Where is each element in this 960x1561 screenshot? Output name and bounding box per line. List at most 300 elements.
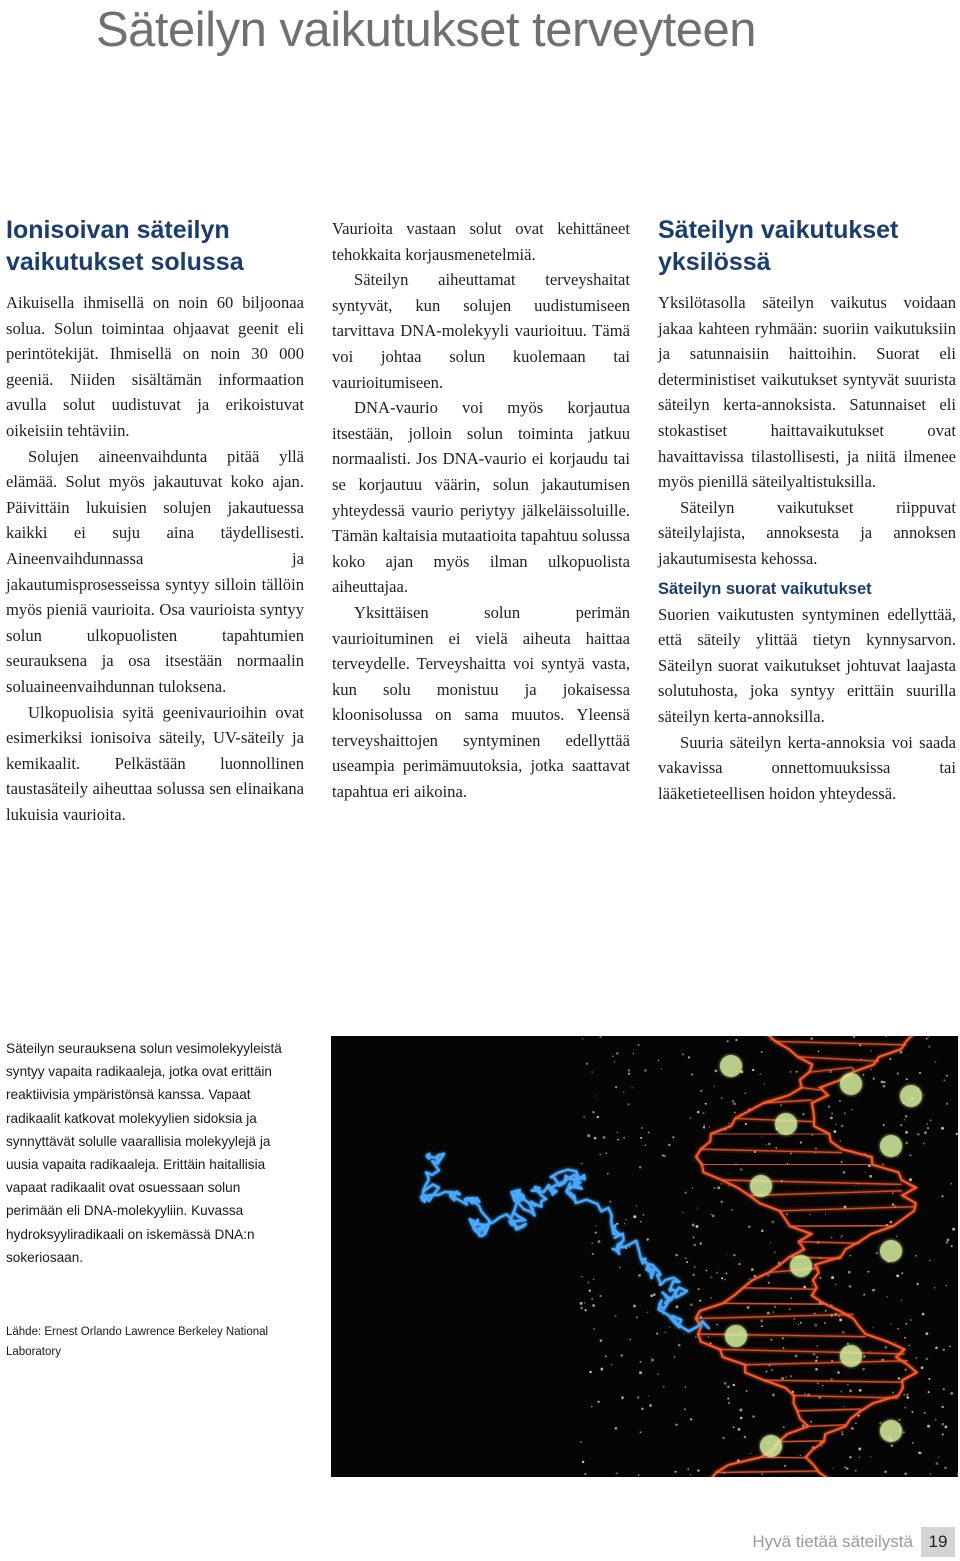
water-dot xyxy=(644,1069,646,1071)
water-dot xyxy=(661,1068,662,1069)
water-dot xyxy=(764,1083,765,1084)
paragraph: Suuria säteilyn kerta-annoksia voi saada vakavissa onnettomuuksissa tai lääketieteellisen hoidon yhteydessä. xyxy=(658,732,956,803)
water-dot xyxy=(628,1073,630,1075)
water-dot xyxy=(748,1226,750,1228)
water-dot xyxy=(917,1283,919,1285)
water-dot xyxy=(803,1286,806,1289)
water-dot xyxy=(901,1272,903,1274)
water-dot xyxy=(859,1456,861,1458)
water-dot xyxy=(727,1386,729,1388)
water-dot xyxy=(767,1274,770,1277)
water-dot xyxy=(944,1467,946,1469)
dna-rung xyxy=(780,1207,915,1211)
water-dot xyxy=(783,1347,785,1349)
water-dot xyxy=(944,1425,947,1428)
dna-rung xyxy=(779,1441,824,1442)
water-dot xyxy=(785,1376,787,1378)
water-dot xyxy=(828,1105,831,1108)
sugar-node xyxy=(760,1435,782,1457)
water-dot xyxy=(605,1355,607,1357)
water-dot xyxy=(705,1103,707,1105)
water-dot xyxy=(941,1195,943,1197)
water-dot xyxy=(865,1172,866,1173)
page-title: Säteilyn vaikutukset terveyteen xyxy=(96,3,756,57)
water-dot xyxy=(928,1391,930,1393)
water-dot xyxy=(915,1357,917,1359)
water-dot xyxy=(620,1354,622,1356)
water-dot xyxy=(869,1175,872,1178)
water-dot xyxy=(749,1279,750,1280)
water-dot xyxy=(633,1215,636,1218)
water-dot xyxy=(678,1344,681,1347)
water-dot xyxy=(732,1100,734,1102)
water-dot xyxy=(720,1183,722,1185)
water-dot xyxy=(691,1073,693,1075)
water-dot xyxy=(692,1224,695,1227)
water-dot xyxy=(616,1472,618,1474)
water-dot xyxy=(800,1455,801,1456)
water-dot xyxy=(935,1419,937,1421)
water-dot xyxy=(906,1394,908,1396)
water-dot xyxy=(614,1315,616,1317)
water-dot xyxy=(639,1361,641,1363)
page-number: 19 xyxy=(921,1527,955,1557)
water-dot xyxy=(943,1079,945,1081)
water-dot xyxy=(780,1104,782,1106)
water-dot xyxy=(922,1313,924,1315)
water-dot xyxy=(883,1085,886,1088)
water-dot xyxy=(946,1241,949,1244)
water-dot xyxy=(839,1318,842,1321)
water-dot xyxy=(771,1220,774,1223)
water-dot xyxy=(784,1465,786,1467)
water-dot xyxy=(692,1274,695,1277)
subheading: Säteilyn suorat vaikutukset xyxy=(658,579,872,598)
water-dot xyxy=(595,1231,597,1233)
dna-rung xyxy=(764,1380,902,1382)
water-dot xyxy=(838,1316,840,1318)
water-dot xyxy=(815,1368,818,1371)
dna-rung xyxy=(723,1303,824,1304)
water-dot xyxy=(770,1242,771,1243)
water-dot xyxy=(697,1111,699,1113)
water-dot xyxy=(597,1401,599,1403)
water-dot xyxy=(793,1318,794,1319)
water-dot xyxy=(873,1078,875,1080)
water-dot xyxy=(935,1061,937,1063)
water-dot xyxy=(717,1186,720,1189)
section-heading: Säteilyn vaikutukset yksilössä xyxy=(658,216,899,276)
water-dot xyxy=(774,1306,776,1308)
water-dot xyxy=(759,1073,761,1075)
water-dot xyxy=(907,1396,910,1399)
water-dot xyxy=(750,1453,751,1454)
water-dot xyxy=(752,1069,754,1071)
water-dot xyxy=(896,1274,899,1277)
water-dot xyxy=(903,1431,905,1433)
water-dot xyxy=(925,1332,928,1335)
water-dot xyxy=(917,1133,920,1136)
sugar-node xyxy=(880,1240,902,1262)
dna-rung xyxy=(794,1396,899,1398)
water-dot xyxy=(696,1225,699,1228)
water-dot xyxy=(713,1187,715,1189)
water-dot xyxy=(790,1152,792,1154)
dna-rung xyxy=(745,1361,908,1365)
water-dot xyxy=(778,1263,779,1264)
water-dot xyxy=(938,1456,939,1457)
water-dot xyxy=(651,1359,654,1362)
water-dot xyxy=(885,1346,887,1348)
water-dot xyxy=(641,1127,643,1129)
water-dot xyxy=(726,1253,727,1254)
water-dot xyxy=(761,1473,763,1475)
water-dot xyxy=(631,1087,632,1088)
dna-rung xyxy=(790,1226,893,1227)
water-dot xyxy=(811,1284,812,1285)
water-dot xyxy=(592,1253,594,1255)
water-dot xyxy=(924,1412,926,1414)
water-dot xyxy=(876,1252,878,1254)
dna-rung xyxy=(761,1457,806,1458)
water-dot xyxy=(802,1113,805,1116)
water-dot xyxy=(648,1132,650,1134)
water-dot xyxy=(920,1452,922,1454)
water-dot xyxy=(744,1436,747,1439)
dna-rung xyxy=(720,1349,905,1354)
water-dot xyxy=(761,1325,763,1327)
water-dot xyxy=(585,1309,587,1311)
water-dot xyxy=(942,1433,944,1435)
water-dot xyxy=(684,1408,686,1410)
water-dot xyxy=(672,1136,674,1138)
water-dot xyxy=(839,1140,841,1142)
water-dot xyxy=(840,1237,841,1238)
water-dot xyxy=(581,1163,582,1164)
water-dot xyxy=(662,1154,664,1156)
water-dot xyxy=(909,1178,912,1181)
water-dot xyxy=(929,1119,931,1121)
water-dot xyxy=(884,1471,886,1473)
water-dot xyxy=(688,1056,690,1058)
water-dot xyxy=(945,1284,947,1286)
water-dot xyxy=(786,1213,788,1215)
water-dot xyxy=(698,1288,700,1290)
water-dot xyxy=(957,1473,958,1475)
dna-rung xyxy=(696,1314,854,1318)
water-dot xyxy=(735,1039,737,1041)
water-dot xyxy=(619,1267,620,1268)
water-dot xyxy=(925,1357,928,1360)
water-dot xyxy=(947,1239,950,1242)
water-dot xyxy=(905,1323,907,1325)
water-dot xyxy=(815,1148,817,1150)
water-dot xyxy=(674,1471,676,1473)
sugar-node xyxy=(880,1420,902,1442)
water-dot xyxy=(682,1212,683,1213)
water-dot xyxy=(703,1126,705,1128)
water-dot xyxy=(640,1431,642,1433)
water-dot xyxy=(598,1240,601,1243)
paragraph: Suorien vaikutusten syntyminen edellyttää, että säteily ylittää tietyn kynnysarvon. Säteilyn suorat vaikutukset johtuvat laajasta solutuhosta, joka syntyy erittäin suurilla säteilyn kerta-annoksilla. xyxy=(658,604,956,726)
water-dot xyxy=(841,1161,843,1163)
water-dot xyxy=(774,1252,775,1253)
water-dot xyxy=(820,1277,822,1279)
water-dot xyxy=(734,1112,736,1114)
water-dot xyxy=(872,1327,873,1328)
water-dot xyxy=(584,1473,586,1475)
water-dot xyxy=(751,1268,754,1271)
water-dot xyxy=(883,1124,885,1126)
water-dot xyxy=(728,1185,730,1187)
water-dot xyxy=(814,1324,817,1327)
water-dot xyxy=(728,1402,730,1404)
water-dot xyxy=(770,1339,772,1341)
water-dot xyxy=(851,1427,853,1429)
water-dot xyxy=(844,1112,846,1114)
water-dot xyxy=(615,1086,617,1088)
water-dot xyxy=(657,1373,658,1374)
water-dot xyxy=(863,1355,865,1357)
water-dot xyxy=(594,1137,597,1140)
water-dot xyxy=(905,1142,908,1145)
dna-rung xyxy=(802,1088,820,1090)
water-dot xyxy=(675,1254,678,1257)
water-dot xyxy=(814,1313,816,1315)
water-dot xyxy=(580,1307,583,1310)
water-dot xyxy=(591,1406,593,1408)
water-dot xyxy=(685,1192,687,1194)
water-dot xyxy=(580,1441,582,1443)
water-dot xyxy=(594,1095,595,1096)
water-dot xyxy=(583,1116,585,1118)
water-dot xyxy=(862,1368,865,1371)
water-dot xyxy=(697,1469,699,1471)
water-dot xyxy=(956,1133,958,1135)
water-dot xyxy=(796,1071,798,1073)
water-dot xyxy=(816,1356,818,1358)
water-dot xyxy=(690,1474,691,1475)
water-dot xyxy=(934,1287,936,1289)
water-dot xyxy=(752,1415,754,1417)
water-dot xyxy=(669,1326,670,1327)
water-dot xyxy=(638,1474,640,1476)
water-dot xyxy=(870,1456,872,1458)
dna-radical-illustration xyxy=(331,1036,958,1477)
water-dot xyxy=(710,1214,712,1216)
water-dot xyxy=(710,1342,712,1344)
water-dot xyxy=(850,1255,851,1256)
water-dot xyxy=(747,1306,750,1309)
water-dot xyxy=(809,1214,810,1215)
water-dot xyxy=(906,1078,908,1080)
water-dot xyxy=(640,1221,642,1223)
water-dot xyxy=(775,1147,777,1149)
water-dot xyxy=(687,1468,689,1470)
water-dot xyxy=(859,1044,861,1046)
water-dot xyxy=(832,1468,833,1469)
dna-rung xyxy=(775,1041,906,1045)
water-dot xyxy=(699,1300,701,1302)
radical-track xyxy=(421,1154,709,1332)
water-dot xyxy=(858,1414,860,1416)
dna-rung xyxy=(735,1118,814,1121)
water-dot xyxy=(740,1417,743,1420)
water-dot xyxy=(589,1290,591,1292)
water-dot xyxy=(684,1333,685,1334)
water-dot xyxy=(617,1139,619,1141)
water-dot xyxy=(692,1187,694,1189)
water-dot xyxy=(591,1242,592,1243)
water-dot xyxy=(656,1333,658,1335)
water-dot xyxy=(886,1296,887,1297)
water-dot xyxy=(641,1407,644,1410)
water-dot xyxy=(766,1144,768,1146)
water-dot xyxy=(835,1284,836,1285)
water-dot xyxy=(640,1137,642,1139)
water-dot xyxy=(843,1406,844,1407)
dna-rung xyxy=(799,1242,860,1244)
water-dot xyxy=(647,1312,649,1314)
water-dot xyxy=(926,1038,928,1040)
water-dot xyxy=(926,1123,927,1124)
water-dot xyxy=(897,1156,898,1157)
figure-caption: Säteilyn seurauksena solun vesimolekyyleistä syntyy vapaita radikaaleja, jotka ovat erittäin reaktiivisia ympäristönsä kanssa. Vapaat radikaalit katkovat molekyylien sidoksia ja synnyttävät solulle vaarallisia molekyylejä ja uusia vapaita radikaaleja. Erittäin haitallisia vapaat radikaalit ovat osuessaan solun perimään eli DNA-molekyyliin. Kuvassa hydroksyyliradikaali on iskemässä DNA:n sokeriosaan. xyxy=(6,1041,282,1265)
water-dot xyxy=(773,1311,775,1313)
water-dot xyxy=(616,1052,618,1054)
page-footer xyxy=(752,1527,955,1557)
water-dot xyxy=(649,1404,652,1407)
column-cell-effects xyxy=(6,214,304,827)
water-dot xyxy=(841,1235,843,1237)
water-dot xyxy=(624,1223,625,1224)
water-dot xyxy=(831,1113,833,1115)
water-dot xyxy=(593,1328,595,1330)
sugar-node xyxy=(790,1255,812,1277)
water-dot xyxy=(853,1036,856,1038)
water-dot xyxy=(900,1051,903,1054)
water-dot xyxy=(848,1271,851,1274)
water-dot xyxy=(690,1418,692,1420)
water-dot xyxy=(950,1392,953,1395)
water-dot xyxy=(824,1322,826,1324)
water-dot xyxy=(703,1112,705,1114)
water-dot xyxy=(924,1094,925,1095)
water-dot xyxy=(912,1442,914,1444)
water-dot xyxy=(615,1427,618,1430)
water-dot xyxy=(909,1154,911,1156)
water-dot xyxy=(928,1046,930,1048)
water-dot xyxy=(921,1366,924,1369)
water-dot xyxy=(762,1135,763,1136)
water-dot xyxy=(675,1424,677,1426)
water-dot xyxy=(582,1038,583,1039)
water-dot xyxy=(715,1070,718,1073)
water-dot xyxy=(712,1214,715,1217)
water-dot xyxy=(768,1143,771,1146)
water-dot xyxy=(746,1390,748,1392)
water-dot xyxy=(767,1312,770,1315)
water-dot xyxy=(802,1424,805,1427)
water-dot xyxy=(771,1369,774,1372)
water-dot xyxy=(930,1473,931,1474)
water-dot xyxy=(593,1279,594,1280)
water-dot xyxy=(740,1168,742,1170)
footer-publication: Hyvä tietää säteilystä xyxy=(752,1532,913,1551)
water-dot xyxy=(690,1303,693,1306)
paragraph: Säteilyn vaikutukset riippuvat säteilylajista, annoksesta ja annoksen jakautumisesta kehossa. xyxy=(658,497,956,568)
water-dot xyxy=(909,1345,910,1346)
paragraph: Solujen aineenvaihdunta pitää yllä elämää. Solut myös jakautuvat koko ajan. Päivittäin lukuisien solujen jakautuessa kaikki ei suju aina täydellisesti. Aineenvaihdunnassa ja jakautumisprosesseissa syntyy silloin tällöin myös pieniä vaurioita. Osa vaurioista syntyy solun ulkopuolisten tapahtumien seurauksena ja osa itsestään normaalin soluaineenvaihdunnan tuloksena. xyxy=(6,446,304,696)
water-dot xyxy=(867,1271,869,1273)
water-dot xyxy=(682,1053,684,1055)
water-dot xyxy=(831,1237,833,1239)
water-dot xyxy=(782,1337,784,1339)
water-dot xyxy=(636,1316,638,1318)
water-dot xyxy=(847,1343,849,1345)
water-dot xyxy=(839,1100,841,1102)
water-dot xyxy=(697,1207,698,1208)
water-dot xyxy=(941,1127,944,1130)
water-dot xyxy=(923,1143,924,1144)
water-dot xyxy=(644,1145,645,1146)
sugar-node xyxy=(725,1325,747,1347)
water-dot xyxy=(739,1408,742,1411)
water-dot xyxy=(883,1081,885,1083)
sugar-node xyxy=(880,1135,902,1157)
water-dot xyxy=(915,1255,917,1257)
water-dot xyxy=(760,1319,763,1322)
water-dot xyxy=(733,1254,735,1256)
dna-rung xyxy=(743,1288,817,1290)
water-dot xyxy=(855,1470,857,1472)
water-dot xyxy=(898,1377,900,1379)
water-dot xyxy=(837,1371,840,1374)
water-dot xyxy=(638,1044,640,1046)
column-dna-damage xyxy=(332,216,630,805)
water-dot xyxy=(831,1276,834,1279)
water-dot xyxy=(703,1124,704,1125)
water-dot xyxy=(721,1277,723,1279)
water-dot xyxy=(804,1394,805,1395)
paragraph: Yksilötasolla säteilyn vaikutus voidaan jakaa kahteen ryhmään: suoriin vaikutuksiin ja satunnaisiin haittoihin. Suorat eli deterministiset vaikutukset syntyvät suurista säteilyn kerta-annoksista. Satunnaiset eli stokastiset haittavaikutukset ovat havaittavissa tilastollisesti, ja niitä ilmenee myös pienillä säteilyaltistuksilla. xyxy=(658,293,956,492)
water-dot xyxy=(849,1285,852,1288)
water-dot xyxy=(685,1386,686,1387)
water-dot xyxy=(582,1461,584,1463)
water-dot xyxy=(706,1270,708,1272)
water-dot xyxy=(846,1467,848,1469)
water-dot xyxy=(859,1389,862,1392)
water-dot xyxy=(716,1324,718,1326)
paragraph: Yksittäisen solun perimän vaurioituminen ei vielä aiheuta haittaa terveydelle. Terveyshaitta voi syntyä vasta, kun solu monistuu ja jokaisessa kloonisolussa on sama muutos. Yleensä terveyshaittojen syntyminen edellyttää useampia perimämuutoksia, jotka saattavat tapahtua eri aikoina. xyxy=(332,602,630,802)
water-dot xyxy=(638,1274,641,1277)
water-dot xyxy=(616,1131,618,1133)
water-dot xyxy=(895,1342,896,1343)
water-dot xyxy=(842,1433,844,1435)
water-dot xyxy=(872,1289,875,1292)
water-dot xyxy=(721,1097,723,1099)
water-dot xyxy=(722,1437,725,1440)
water-dot xyxy=(733,1384,735,1386)
water-dot xyxy=(633,1305,636,1308)
water-dot xyxy=(646,1238,648,1240)
paragraph: Säteilyn aiheuttamat terveyshaitat syntyvät, kun solujen uudistumiseen tarvittava DNA-molekyyli vaurioituu. Tämä voi johtaa solun kuolemaan tai vaurioitumiseen. xyxy=(332,270,630,392)
water-dot xyxy=(709,1126,710,1127)
water-dot xyxy=(900,1124,902,1126)
water-dot xyxy=(783,1426,785,1428)
water-dot xyxy=(695,1336,696,1337)
paragraph: Aikuisella ihmisellä on noin 60 biljoonaa solua. Solun toimintaa ohjaavat geenit eli perintötekijät. Ihmisellä on noin 30 000 geeniä. Niiden sisältämän informaation avulla solut uudistuvat ja erikoistuvat oikeisiin tehtäviin. xyxy=(6,293,304,440)
